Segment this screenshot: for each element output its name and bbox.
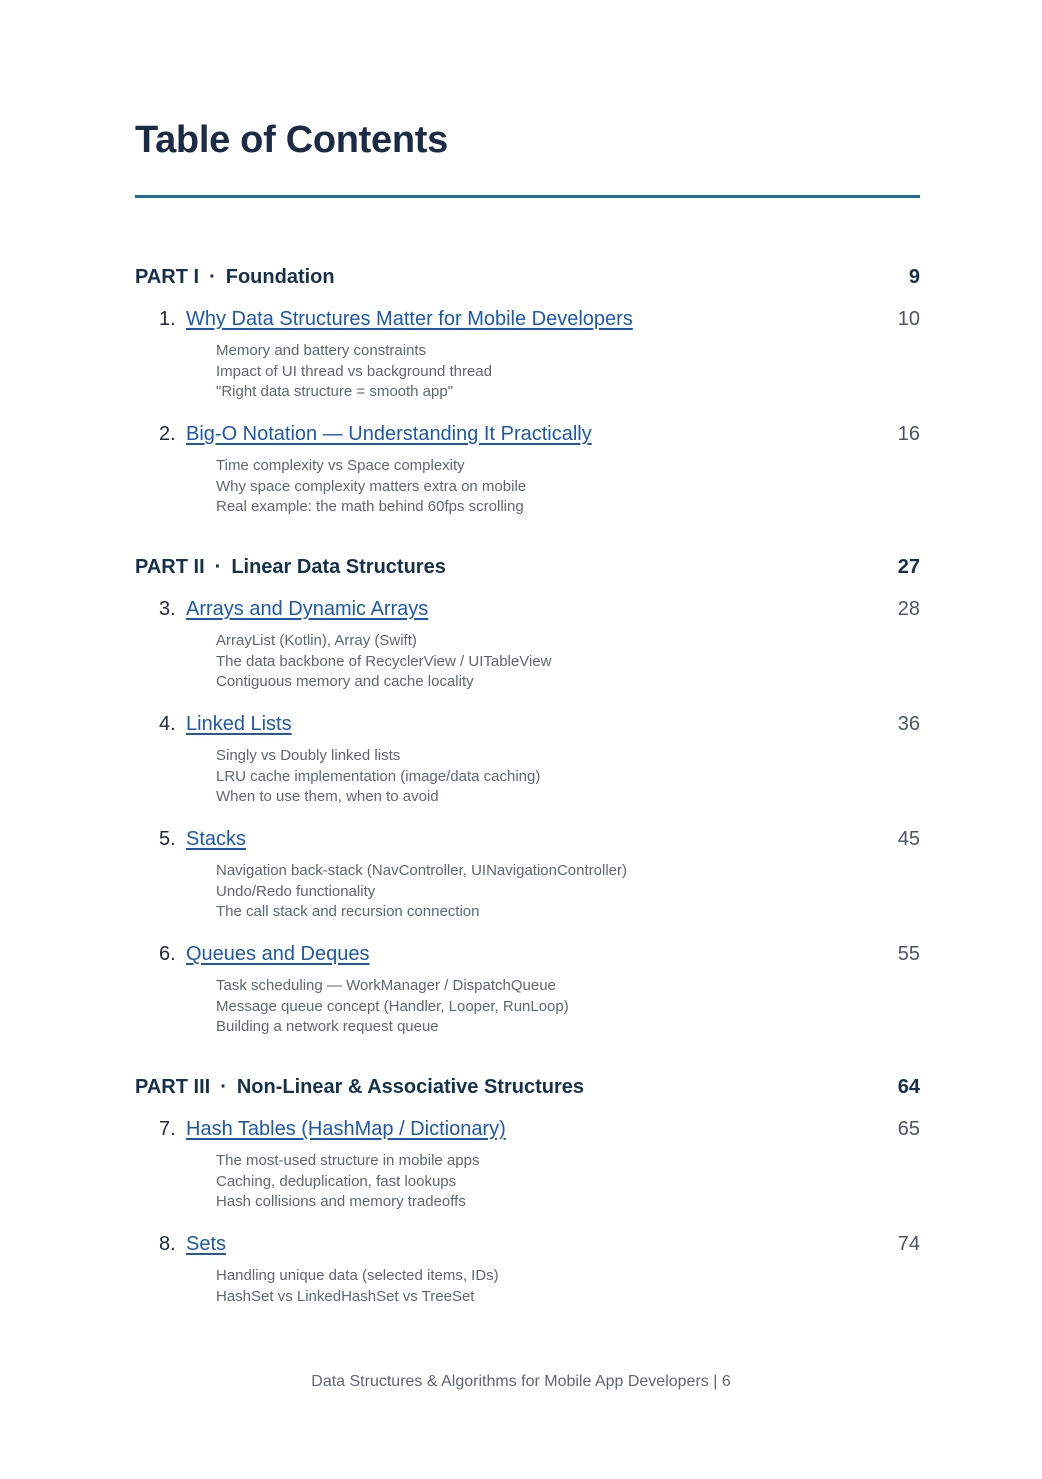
- part-separator: ·: [209, 266, 216, 288]
- chapter-page-number: 45: [897, 828, 920, 850]
- chapter-link[interactable]: Stacks: [186, 828, 247, 850]
- chapter-entry: [135, 304, 920, 403]
- part-label-group: [135, 262, 335, 292]
- part-number: PART I: [135, 266, 200, 288]
- chapter-link[interactable]: Arrays and Dynamic Arrays: [186, 598, 429, 620]
- page-footer: Data Structures & Algorithms for Mobile App Developers | 6: [311, 1373, 731, 1390]
- chapter-line: [135, 594, 920, 624]
- part-name: Foundation: [225, 266, 335, 288]
- part-page-number: 9: [908, 266, 920, 288]
- topic-item: HashSet vs LinkedHashSet vs TreeSet: [216, 1287, 475, 1305]
- chapter-number: 5.: [159, 828, 176, 850]
- topic-item: Contiguous memory and cache locality: [216, 673, 474, 691]
- chapter-number: 2.: [159, 423, 176, 445]
- topic-list: [216, 746, 920, 808]
- chapter-number: 4.: [159, 713, 176, 735]
- part-page-number: 27: [897, 556, 920, 578]
- chapter-line: [135, 1114, 920, 1144]
- part-number: PART III: [135, 1076, 211, 1098]
- topic-item: Building a network request queue: [216, 1018, 439, 1036]
- topic-item: The most-used structure in mobile apps: [216, 1152, 480, 1169]
- topic-item: Navigation back-stack (NavController, UINavigationController): [216, 862, 627, 879]
- chapter-entry: [135, 1114, 920, 1213]
- chapter-line: [135, 824, 920, 854]
- topic-item: Time complexity vs Space complexity: [216, 457, 465, 474]
- chapter-entry: [135, 594, 920, 693]
- chapter-page-number: 65: [897, 1118, 920, 1140]
- part-separator: ·: [220, 1076, 227, 1098]
- chapter-entry: [135, 1229, 920, 1307]
- topic-list: [216, 631, 920, 693]
- chapter-page-number: 74: [897, 1233, 920, 1255]
- chapter-link[interactable]: Sets: [186, 1233, 227, 1255]
- topic-item: "Right data structure = smooth app": [216, 383, 454, 401]
- topic-item: LRU cache implementation (image/data caching): [216, 767, 541, 785]
- topic-item: Handling unique data (selected items, IDs): [216, 1267, 499, 1284]
- topic-item: Message queue concept (Handler, Looper, RunLoop): [216, 997, 569, 1015]
- chapter-page-number: 16: [897, 423, 920, 445]
- chapter-entry: [135, 939, 920, 1038]
- part-number: PART II: [135, 556, 205, 578]
- chapter-entry: [135, 709, 920, 808]
- part-heading: [135, 1072, 920, 1102]
- page-title: Table of Contents: [135, 119, 448, 161]
- part-heading: [135, 262, 920, 292]
- topic-list: [216, 456, 920, 518]
- chapter-number: 7.: [159, 1118, 176, 1140]
- topic-item: The call stack and recursion connection: [216, 903, 480, 921]
- chapter-number: 1.: [159, 308, 176, 330]
- topic-item: The data backbone of RecyclerView / UITableView: [216, 652, 552, 670]
- topic-item: Impact of UI thread vs background thread: [216, 362, 492, 380]
- chapter-link[interactable]: Hash Tables (HashMap / Dictionary): [186, 1118, 506, 1140]
- part-page-number: 64: [897, 1076, 920, 1098]
- title-divider: [135, 195, 920, 198]
- chapter-link[interactable]: Linked Lists: [186, 713, 292, 735]
- topic-list: [216, 1151, 920, 1213]
- chapter-entry: [135, 419, 920, 518]
- chapter-line: [135, 304, 920, 334]
- chapter-link[interactable]: Why Data Structures Matter for Mobile Developers: [186, 308, 633, 330]
- chapter-page-number: 36: [897, 713, 920, 735]
- topic-list: [216, 861, 920, 923]
- topic-item: Hash collisions and memory tradeoffs: [216, 1193, 466, 1211]
- topic-item: Task scheduling — WorkManager / DispatchQueue: [216, 977, 556, 994]
- chapter-number: 6.: [159, 943, 176, 965]
- chapter-page-number: 55: [897, 943, 920, 965]
- topic-item: Real example: the math behind 60fps scrolling: [216, 498, 524, 516]
- topic-list: [216, 341, 920, 403]
- part-label-group: [135, 552, 446, 582]
- chapter-number: 8.: [159, 1233, 176, 1255]
- chapter-entry: [135, 824, 920, 923]
- topic-item: Undo/Redo functionality: [216, 882, 376, 900]
- topic-list: [216, 976, 920, 1038]
- topic-item: Singly vs Doubly linked lists: [216, 747, 401, 764]
- topic-item: ArrayList (Kotlin), Array (Swift): [216, 632, 417, 649]
- chapter-line: [135, 1229, 920, 1259]
- chapter-page-number: 28: [897, 598, 920, 620]
- topic-list: [216, 1266, 920, 1307]
- topic-item: Why space complexity matters extra on mobile: [216, 477, 527, 495]
- topic-item: Caching, deduplication, fast lookups: [216, 1172, 457, 1190]
- chapter-link[interactable]: Big-O Notation — Understanding It Practically: [186, 423, 592, 445]
- chapter-line: [135, 939, 920, 969]
- chapter-page-number: 10: [897, 308, 920, 330]
- chapter-line: [135, 419, 920, 449]
- part-name: Linear Data Structures: [231, 556, 446, 578]
- part-name: Non-Linear & Associative Structures: [236, 1076, 584, 1098]
- chapter-link[interactable]: Queues and Deques: [186, 943, 370, 965]
- part-separator: ·: [214, 556, 222, 578]
- topic-item: When to use them, when to avoid: [216, 788, 439, 806]
- topic-item: Memory and battery constraints: [216, 342, 427, 359]
- part-label-group: [135, 1072, 584, 1102]
- chapter-line: [135, 709, 920, 739]
- part-heading: [135, 552, 920, 582]
- chapter-number: 3.: [159, 598, 176, 620]
